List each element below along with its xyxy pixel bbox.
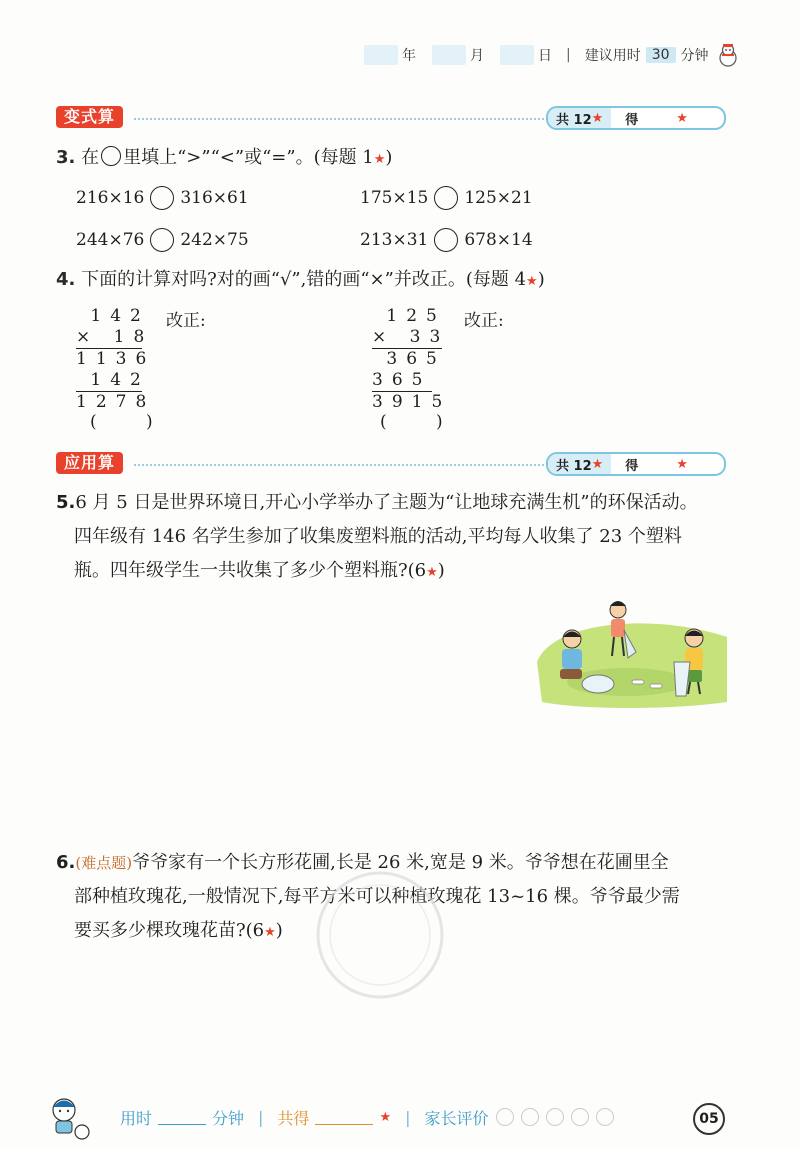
star-icon: ★ <box>591 110 604 126</box>
calc-line: 365 <box>372 349 446 369</box>
smiley-face-icon[interactable] <box>546 1108 564 1126</box>
smiley-face-icon[interactable] <box>596 1108 614 1126</box>
vertical-calc-2 <box>372 306 452 413</box>
star-icon: ★ <box>379 1109 392 1125</box>
calc-line: 142 <box>76 370 150 390</box>
judge-paren[interactable]: ( ) <box>380 412 465 432</box>
question-4 <box>56 268 746 294</box>
expr-left: 244×76 <box>76 230 145 250</box>
question-text: 瓶。四年级学生一共收集了多少个塑料瓶?(6 <box>74 560 427 581</box>
month-blank[interactable] <box>432 45 466 65</box>
smiley-face-icon[interactable] <box>521 1108 539 1126</box>
question-text: 四年级有 146 名学生参加了收集废塑料瓶的活动,平均每人收集了 23 个塑料 <box>74 526 682 547</box>
section-header-2 <box>56 452 726 476</box>
total-points: 共 12 <box>556 458 592 474</box>
time-used-blank[interactable] <box>158 1110 206 1125</box>
section-title: 变式算 <box>56 106 123 128</box>
question-text: 6 月 5 日是世界环境日,开心小学举办了主题为“让地球充满生机”的环保活动。 <box>75 492 698 513</box>
total-score-label: 共得 <box>277 1108 310 1128</box>
question-number: 3. <box>56 147 76 168</box>
circle-icon <box>101 146 121 166</box>
calc-line: 365 <box>372 370 432 390</box>
score-box <box>546 452 726 476</box>
score-label: 得 <box>625 458 639 474</box>
section-divider <box>134 118 604 120</box>
star-icon: ★ <box>591 456 604 472</box>
footer-bar <box>120 1102 614 1132</box>
expr-right: 242×75 <box>180 230 249 250</box>
question-5 <box>56 486 746 590</box>
question-text: ) <box>275 920 283 941</box>
section-header-1 <box>56 106 726 130</box>
question-text: 里填上“>”“<”或“=”。(每题 1 <box>123 147 374 168</box>
question-3 <box>56 146 736 172</box>
answer-circle[interactable] <box>434 186 458 210</box>
question-number: 6. <box>56 852 76 873</box>
question-text: 爷爷家有一个长方形花圃,长是 26 米,宽是 9 米。爷爷想在花圃里全 <box>132 852 669 873</box>
day-blank[interactable] <box>500 45 534 65</box>
question-text: 下面的计算对吗?对的画“√”,错的画“×”并改正。(每题 4 <box>81 269 527 290</box>
calc-line: 1136 <box>76 349 156 369</box>
calc-line: 142 <box>76 306 150 326</box>
expr-left: 213×31 <box>360 230 429 250</box>
section-divider <box>134 464 604 466</box>
score-label: 得 <box>625 112 639 128</box>
date-bar <box>360 40 741 70</box>
star-icon: ★ <box>264 925 276 940</box>
calc-line: 1278 <box>76 392 156 412</box>
total-points: 共 12 <box>556 112 592 128</box>
minutes-unit: 分钟 <box>680 48 709 64</box>
question-number: 4. <box>56 269 76 290</box>
score-box <box>546 106 726 130</box>
expr-right: 316×61 <box>180 188 249 208</box>
question-text: 部种植玫瑰花,一般情况下,每平方米可以种植玫瑰花 13~16 棵。爷爷最少需 <box>74 886 680 907</box>
divider: | <box>405 1107 411 1127</box>
star-icon: ★ <box>373 152 386 167</box>
judge-paren[interactable]: ( ) <box>90 412 175 432</box>
question-text: 要买多少棵玫瑰花苗?(6 <box>74 920 265 941</box>
star-icon: ★ <box>676 456 688 472</box>
time-used-label: 用时 <box>120 1108 153 1128</box>
snowman-icon <box>715 42 741 68</box>
total-score-blank[interactable] <box>315 1110 373 1125</box>
correct-label: 改正: <box>166 311 206 331</box>
calc-line: × 33 <box>372 327 450 347</box>
page-number: 05 <box>693 1103 725 1135</box>
compare-item <box>76 228 249 252</box>
answer-circle[interactable] <box>150 228 174 252</box>
suggest-time-label: 建议用时 <box>584 48 641 64</box>
star-icon: ★ <box>426 565 438 580</box>
year-label: 年 <box>402 48 416 64</box>
year-blank[interactable] <box>364 45 398 65</box>
day-label: 日 <box>538 48 552 64</box>
expr-right: 125×21 <box>464 188 533 208</box>
smiley-face-icon[interactable] <box>571 1108 589 1126</box>
expr-left: 216×16 <box>76 188 145 208</box>
watermark-stamp <box>300 855 460 1015</box>
answer-circle[interactable] <box>150 186 174 210</box>
divider: | <box>566 47 571 63</box>
calc-line: × 18 <box>76 327 154 347</box>
expr-left: 175×15 <box>360 188 429 208</box>
question-text: ) <box>437 560 445 581</box>
star-icon: ★ <box>526 274 538 289</box>
calc-line: 125 <box>372 306 446 326</box>
compare-item <box>360 186 533 210</box>
answer-circle[interactable] <box>434 228 458 252</box>
difficulty-tag: (难点题) <box>75 854 133 872</box>
minutes-unit: 分钟 <box>212 1108 245 1128</box>
question-text: ) <box>385 147 393 168</box>
section-title: 应用算 <box>56 452 123 474</box>
divider: | <box>258 1107 264 1127</box>
question-text: 在 <box>81 147 100 168</box>
compare-item <box>360 228 533 252</box>
compare-item <box>76 186 249 210</box>
suggest-minutes: 30 <box>646 47 676 63</box>
children-collecting-bottles-illustration <box>532 592 732 712</box>
question-number: 5. <box>56 492 76 513</box>
calc-line: 3915 <box>372 392 452 412</box>
smiley-face-icon[interactable] <box>496 1108 514 1126</box>
month-label: 月 <box>470 48 484 64</box>
correct-label: 改正: <box>464 311 504 331</box>
parent-review-label: 家长评价 <box>424 1108 489 1128</box>
vertical-calc-1 <box>76 306 156 413</box>
star-icon: ★ <box>676 110 688 126</box>
expr-right: 678×14 <box>464 230 533 250</box>
child-with-ball-icon <box>44 1092 96 1142</box>
question-text: ) <box>537 269 545 290</box>
